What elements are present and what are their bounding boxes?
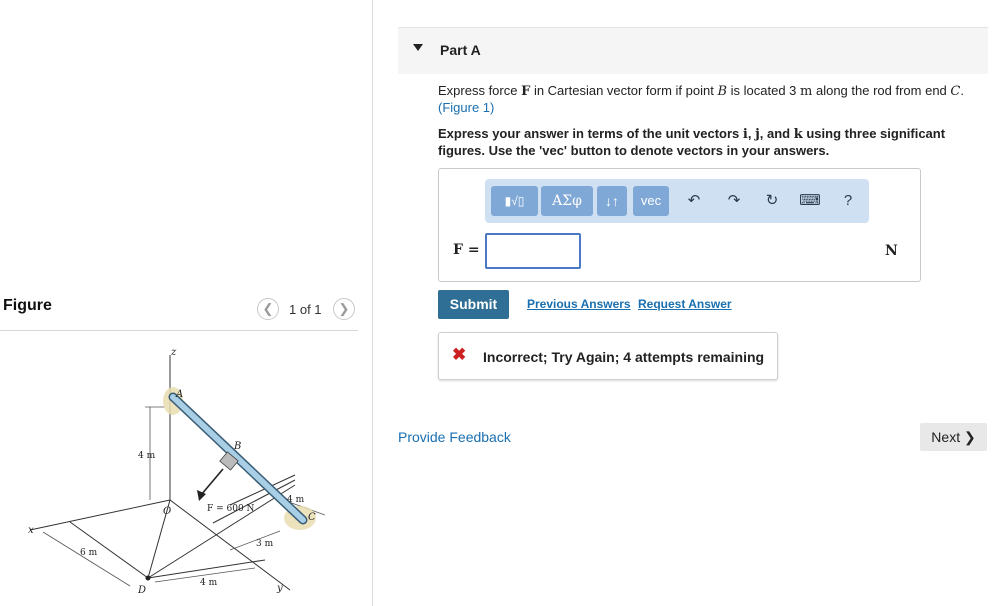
reset-icon[interactable]: ↻: [765, 192, 779, 209]
next-button[interactable]: Next ❯: [920, 423, 987, 451]
label-z: z: [171, 347, 177, 358]
label-x: x: [28, 525, 34, 536]
label-dim-6m: 6 m: [80, 548, 98, 558]
label-dim-4m-right: 4 m: [287, 495, 305, 505]
problem-statement: Express force F in Cartesian vector form if point B is located 3 m along the rod from end C. (Figure 1): [438, 83, 964, 115]
figure-link[interactable]: (Figure 1): [438, 100, 495, 115]
label-force: F = 600 N: [207, 504, 255, 514]
figure-diagram: [25, 335, 325, 600]
vec-button[interactable]: vec: [633, 186, 669, 216]
label-O: O: [163, 506, 172, 517]
arrows-button[interactable]: ↓↑: [597, 186, 627, 216]
request-answer-link[interactable]: Request Answer: [638, 297, 732, 311]
submit-button[interactable]: Submit: [438, 290, 509, 319]
feedback-message-box: [438, 332, 778, 380]
answer-instructions: Express your answer in terms of the unit vectors i, j, and k using three significant figures. Use the 'vec' button to denote vectors in your answers.: [438, 126, 946, 158]
answer-label: F =: [453, 242, 480, 258]
previous-answers-link[interactable]: Previous Answers: [527, 297, 631, 311]
point-D: [146, 576, 151, 581]
force-arrow-line: [201, 469, 223, 495]
figure-title: Figure: [3, 297, 52, 314]
help-button[interactable]: ?: [843, 192, 853, 209]
label-C: C: [308, 512, 316, 523]
dim-line-6m: [43, 532, 130, 586]
answer-input[interactable]: [485, 233, 581, 269]
error-x-icon: ✖: [452, 345, 467, 364]
label-dim-4m-bottom: 4 m: [200, 578, 218, 588]
part-title: Part A: [440, 42, 481, 58]
label-y: y: [277, 583, 283, 594]
label-dim-4m-left: 4 m: [138, 451, 156, 461]
keyboard-icon[interactable]: ⌨: [799, 192, 821, 209]
answer-box: [438, 168, 921, 282]
figure-pager-text: 1 of 1: [289, 302, 322, 317]
undo-icon[interactable]: ↶: [687, 192, 701, 209]
caret-down-icon[interactable]: [413, 44, 423, 51]
templates-button[interactable]: ▮√▯: [491, 186, 538, 216]
figure-header: [0, 290, 358, 331]
greek-symbols-button[interactable]: ΑΣφ: [541, 186, 593, 216]
answer-unit: N: [885, 243, 898, 259]
chevron-right-icon[interactable]: ❯: [333, 298, 355, 320]
provide-feedback-link[interactable]: Provide Feedback: [398, 429, 511, 445]
figure-pane: [0, 0, 373, 606]
feedback-message: Incorrect; Try Again; 4 attempts remaining: [483, 349, 765, 365]
x-axis-line: [30, 500, 170, 530]
redo-icon[interactable]: ↷: [727, 192, 741, 209]
chevron-left-icon[interactable]: ❮: [257, 298, 279, 320]
part-a-header[interactable]: [398, 27, 988, 74]
label-D: D: [138, 585, 147, 596]
label-dim-3m: 3 m: [256, 539, 274, 549]
label-A: A: [176, 389, 184, 400]
label-B: B: [234, 441, 242, 452]
math-toolbar: [485, 179, 869, 223]
